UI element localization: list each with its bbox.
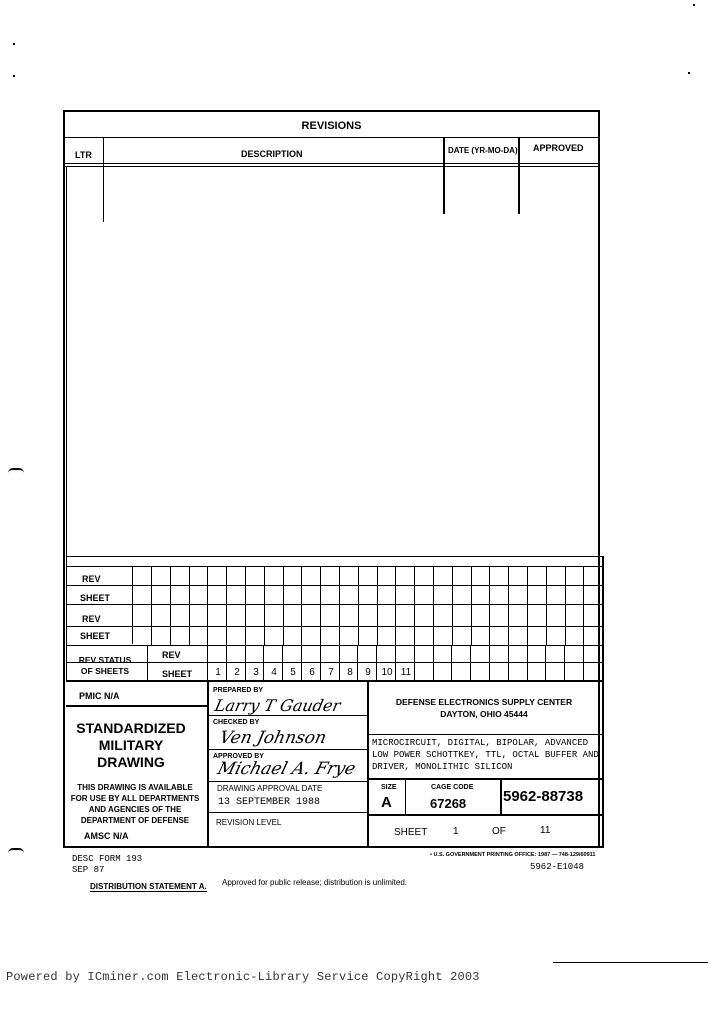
grid-column-line (545, 645, 546, 682)
revision-level-label: REVISION LEVEL (216, 818, 282, 827)
size-label: SIZE (381, 784, 397, 791)
grid-column-line (339, 566, 340, 645)
distribution-text: Approved for public release; distribution is unlimited. (222, 878, 407, 887)
grid-column-line (546, 566, 547, 645)
rev-label: REV (82, 574, 101, 584)
ltr-column-header: LTR (75, 150, 92, 160)
grid-column-line (170, 566, 171, 645)
drawing-number: 5962-88738 (503, 788, 584, 805)
grid-column-line (301, 566, 302, 645)
sheet-number-cell: 4 (271, 667, 277, 678)
revisions-title: REVISIONS (301, 120, 362, 132)
sheet-number-cell: 6 (309, 667, 315, 678)
grid-column-line (226, 566, 227, 645)
total-sheets: 11 (540, 825, 551, 836)
grid-column-line (320, 566, 321, 645)
distribution-label: DISTRIBUTION STATEMENT A. (90, 882, 207, 891)
sheet-number-cell: 8 (347, 667, 353, 678)
grid-column-line (451, 645, 452, 682)
date-column-header: DATE (YR-MO-DA) (448, 146, 518, 155)
grid-column-line (489, 566, 490, 645)
sheet-number-cell: 1 (215, 667, 221, 678)
grid-column-line (471, 566, 472, 645)
grid-column-line (565, 566, 566, 645)
powered-by-notice: Powered by ICminer.com Electronic-Library Service CopyRight 2003 (6, 970, 480, 984)
prepared-by-label: PREPARED BY (213, 687, 264, 694)
punch-mark (8, 848, 24, 853)
sheet-number-cell: 11 (400, 667, 412, 678)
approved-column-header: APPROVED (533, 143, 584, 153)
punch-mark (8, 468, 24, 473)
approved-by-signature: Michael A. Frye (215, 759, 358, 779)
form-number: 5962-E1048 (530, 862, 585, 872)
rev-label-2: REV (82, 614, 101, 624)
agency-location: DAYTON, OHIO 45444 (440, 709, 528, 719)
grid-column-line (433, 566, 434, 645)
grid-column-line (245, 566, 246, 645)
of-label: OF (492, 826, 506, 837)
size-value: A (381, 794, 392, 811)
grid-column-line (395, 566, 396, 645)
grid-column-line (433, 645, 434, 682)
sheet-label-block: SHEET (394, 827, 428, 838)
sheet-number: 1 (453, 826, 459, 837)
cage-code-value: 67268 (430, 796, 467, 811)
gpo-notice: • U.S. GOVERNMENT PRINTING OFFICE: 1987 — 748-129/60911 (430, 852, 596, 858)
grid-column-line (207, 566, 208, 645)
grid-column-line (527, 645, 528, 682)
drawing-description: MICROCIRCUIT, DIGITAL, BIPOLAR, ADVANCED LOW POWER SCHOTTKEY, TTL, OCTAL BUFFER AND DRIVER, MONOLITHIC SILICON (372, 738, 599, 772)
rev-status-label: REV STATUS OF SHEETS (78, 655, 132, 676)
grid-column-line (264, 566, 265, 645)
approval-date-label: DRAWING APPROVAL DATE (217, 784, 323, 793)
grid-column-line (470, 645, 471, 682)
grid-column-line (414, 566, 415, 645)
sheet-number-cell: 3 (253, 667, 259, 678)
checked-by-signature: Ven Johnson (217, 728, 329, 748)
grid-column-line (527, 566, 528, 645)
approval-date-value: 13 SEPTEMBER 1988 (218, 797, 321, 808)
standardized-drawing-title: STANDARDIZED MILITARY DRAWING (76, 720, 186, 770)
sheet-number-cell: 2 (234, 667, 240, 678)
grid-column-line (583, 645, 584, 682)
grid-column-line (283, 566, 284, 645)
agency-name: DEFENSE ELECTRONICS SUPPLY CENTER (395, 697, 573, 707)
sheet-label-2: SHEET (80, 631, 111, 641)
grid-column-line (151, 566, 152, 645)
availability-note: THIS DRAWING IS AVAILABLE FOR USE BY ALL DEPARTMENTS AND AGENCIES OF THE DEPARTMENT OF DEFENSE (70, 783, 200, 825)
sheet-label-3: SHEET (162, 669, 193, 679)
grid-column-line (508, 645, 509, 682)
grid-column-line (377, 566, 378, 645)
grid-column-line (489, 645, 490, 682)
description-column-header: DESCRIPTION (241, 149, 303, 159)
sheet-label: SHEET (80, 593, 111, 603)
sheet-number-cell: 7 (328, 667, 334, 678)
grid-column-line (358, 566, 359, 645)
sheet-number-cell: 5 (290, 667, 296, 678)
pmic-label: PMIC N/A (79, 691, 120, 701)
checked-by-label: CHECKED BY (213, 719, 260, 726)
grid-column-line (452, 566, 453, 645)
grid-column-line (564, 645, 565, 682)
sheet-number-cell: 10 (381, 667, 393, 678)
sheet-number-cell: 9 (365, 667, 371, 678)
form-date: SEP 87 (72, 865, 105, 875)
rev-label-3: REV (162, 650, 181, 660)
grid-column-line (189, 566, 190, 645)
approved-by-label: APPROVED BY (213, 753, 264, 760)
grid-column-line (508, 566, 509, 645)
prepared-by-signature: Larry T Gauder (212, 696, 343, 715)
form-identifier: DESC FORM 193 (72, 854, 143, 864)
amsc-label: AMSC N/A (84, 831, 129, 841)
grid-column-line (583, 566, 584, 645)
cage-code-label: CAGE CODE (431, 784, 474, 791)
